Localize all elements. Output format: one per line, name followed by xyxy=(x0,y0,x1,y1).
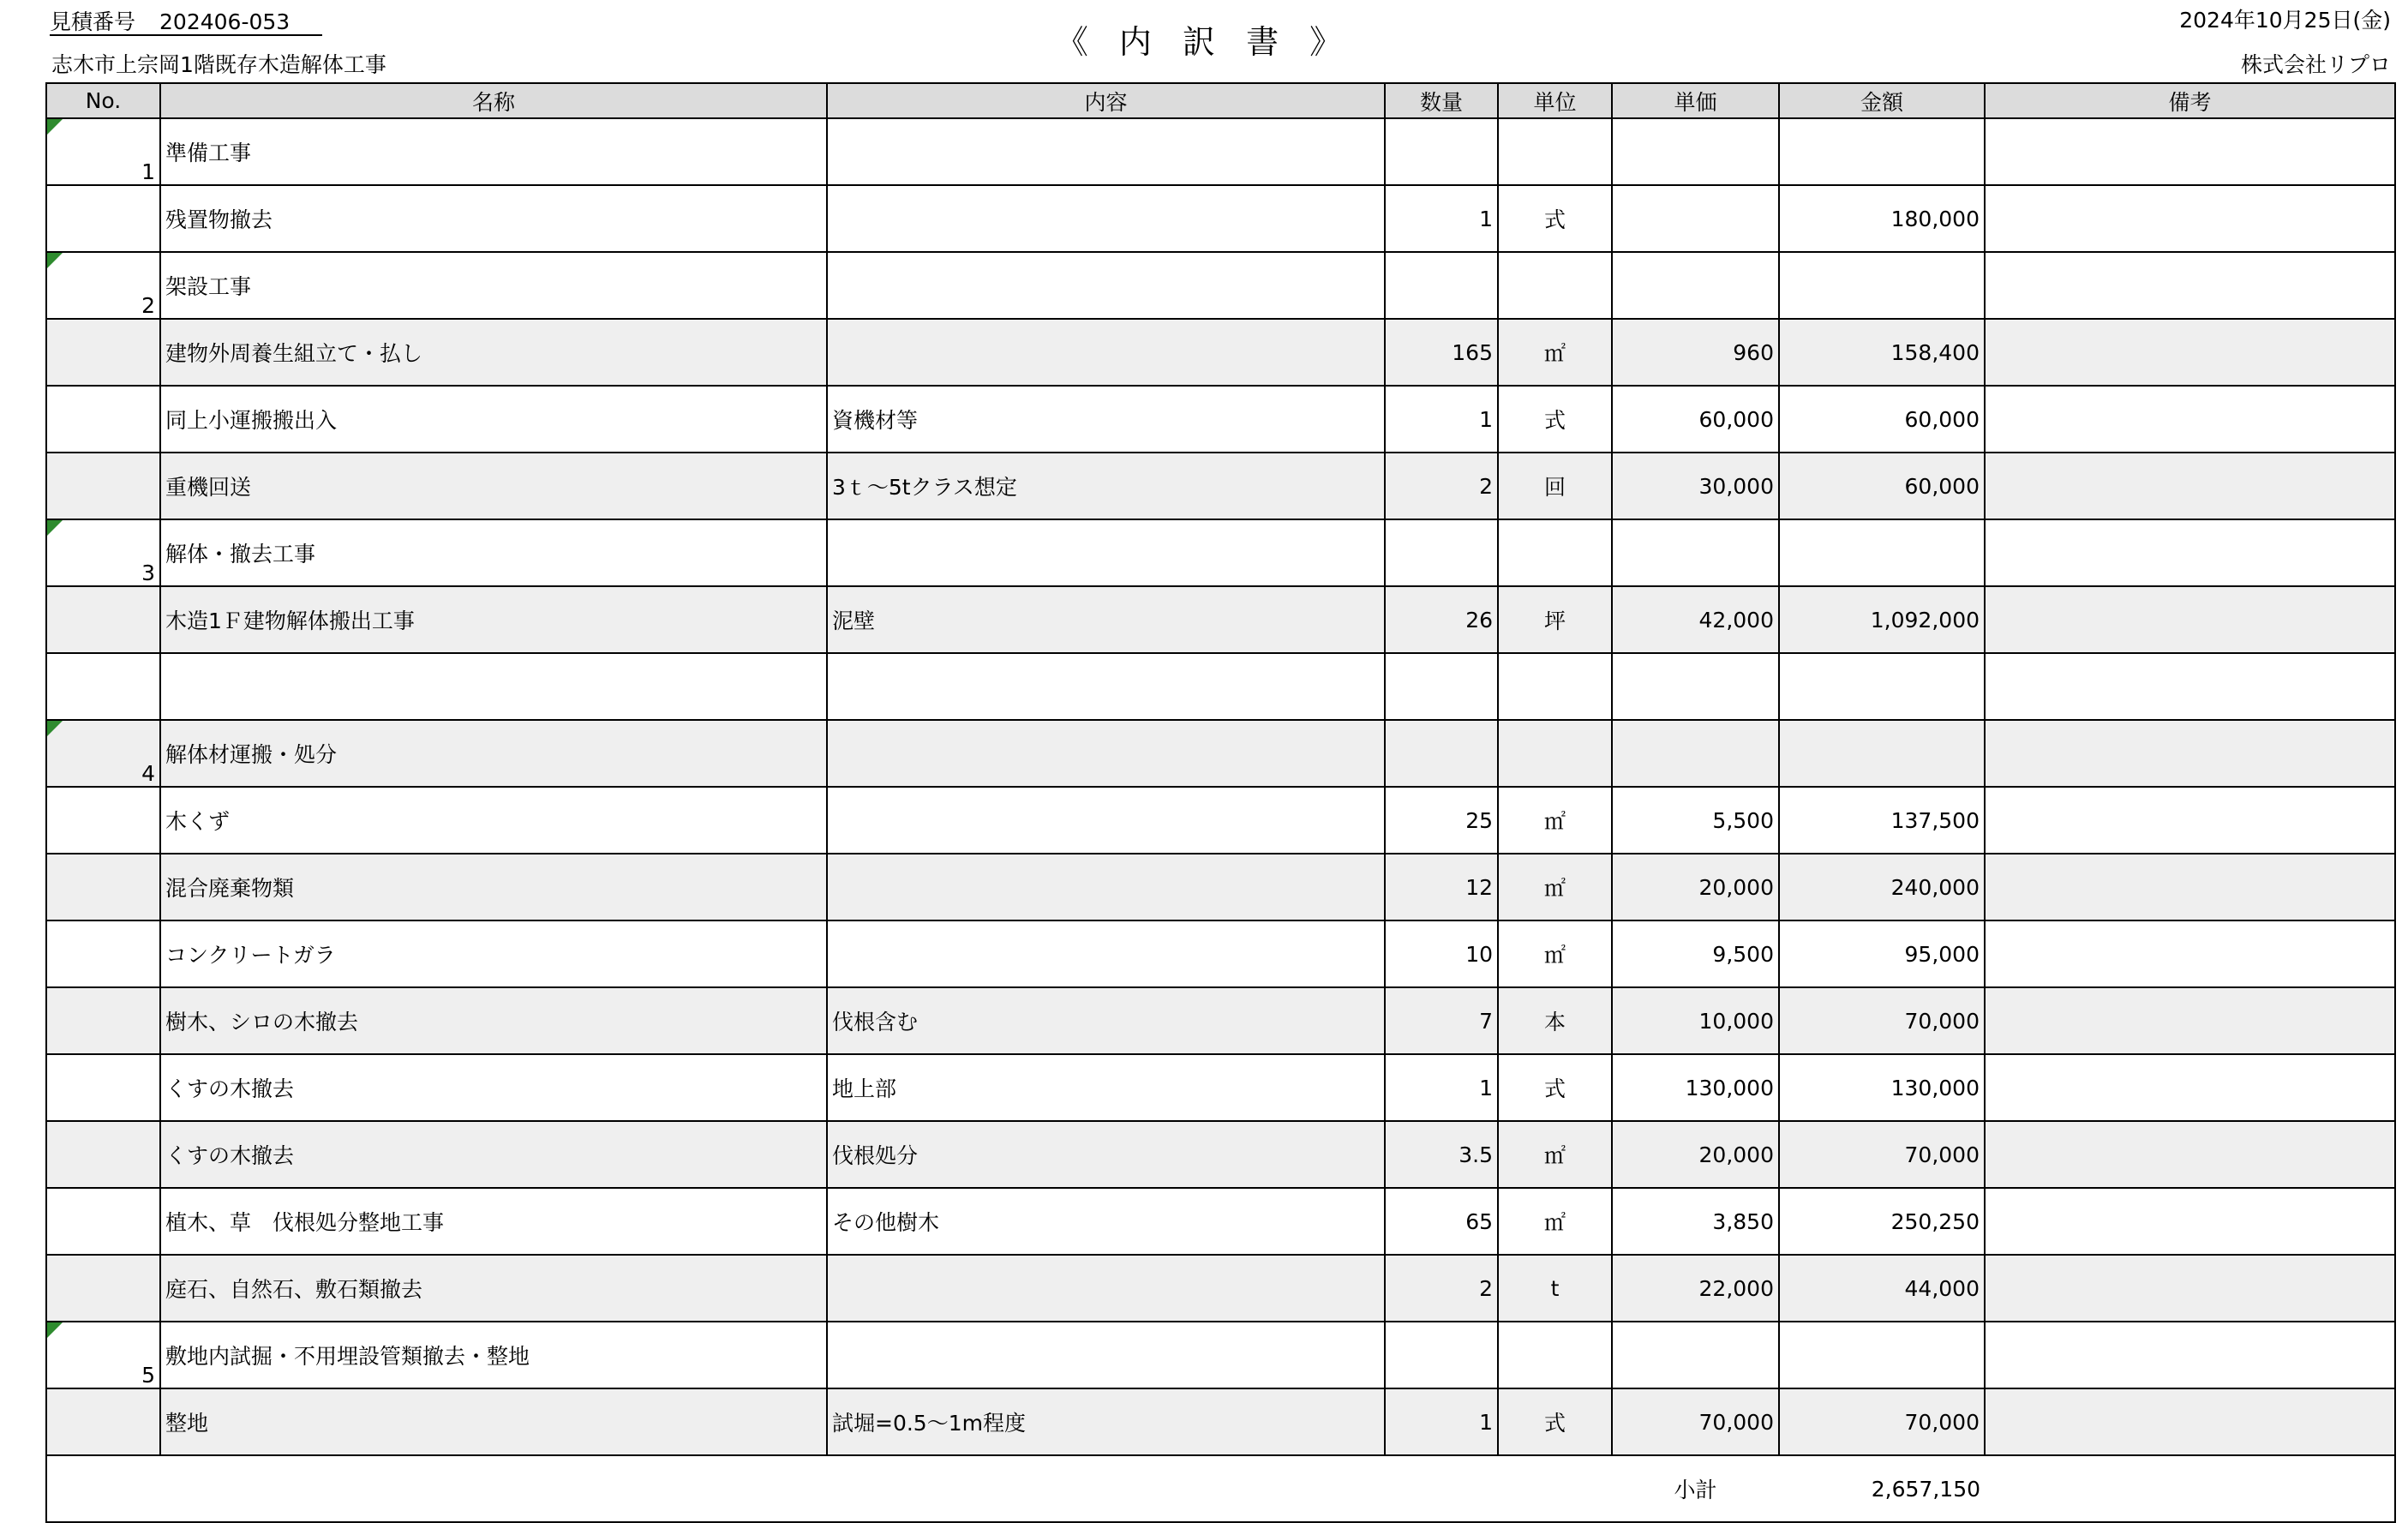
row-unit: 坪 xyxy=(1498,586,1612,653)
row-note xyxy=(1985,920,2395,987)
row-price xyxy=(1612,720,1779,787)
table-row xyxy=(46,1388,2395,1455)
document-title: 《 内 訳 書 》 xyxy=(1055,23,1353,61)
row-content xyxy=(827,252,1385,319)
row-note xyxy=(1985,1322,2395,1388)
row-amount xyxy=(1779,118,1985,185)
row-unit: ㎡ xyxy=(1498,920,1612,987)
row-name: 木造1Ｆ建物解体搬出工事 xyxy=(160,586,827,653)
row-qty: 165 xyxy=(1385,319,1498,386)
table-row xyxy=(46,653,2395,720)
row-price: 20,000 xyxy=(1612,1121,1779,1188)
section-row xyxy=(46,118,2395,185)
row-price xyxy=(1612,653,1779,720)
breakdown-table xyxy=(45,82,2396,1523)
row-content xyxy=(827,519,1385,586)
section-row xyxy=(46,1322,2395,1388)
row-no xyxy=(46,386,160,453)
row-qty xyxy=(1385,519,1498,586)
col-header-content: 内容 xyxy=(827,83,1385,118)
row-no xyxy=(46,653,160,720)
row-name: 残置物撤去 xyxy=(160,185,827,252)
row-no xyxy=(46,854,160,920)
row-content: 資機材等 xyxy=(827,386,1385,453)
row-unit: ㎡ xyxy=(1498,1188,1612,1255)
row-content xyxy=(827,854,1385,920)
col-header-no: No. xyxy=(46,83,160,118)
table-row xyxy=(46,1255,2395,1322)
subtotal-row xyxy=(46,1455,2395,1522)
row-note xyxy=(1985,1388,2395,1455)
row-qty: 65 xyxy=(1385,1188,1498,1255)
row-price: 130,000 xyxy=(1612,1054,1779,1121)
row-no xyxy=(46,1188,160,1255)
row-note xyxy=(1985,854,2395,920)
row-content xyxy=(827,1322,1385,1388)
table-row xyxy=(46,787,2395,854)
row-no xyxy=(46,453,160,519)
row-amount: 70,000 xyxy=(1779,1121,1985,1188)
row-amount: 137,500 xyxy=(1779,787,1985,854)
row-amount: 44,000 xyxy=(1779,1255,1985,1322)
row-note xyxy=(1985,586,2395,653)
row-amount: 70,000 xyxy=(1779,1388,1985,1455)
row-name: 準備工事 xyxy=(160,118,827,185)
row-no: 3 xyxy=(46,519,160,586)
row-note xyxy=(1985,453,2395,519)
table-row xyxy=(46,854,2395,920)
row-note xyxy=(1985,1188,2395,1255)
row-qty: 12 xyxy=(1385,854,1498,920)
row-unit xyxy=(1498,1322,1612,1388)
row-qty xyxy=(1385,118,1498,185)
row-amount xyxy=(1779,1322,1985,1388)
subtotal-label: 小計 xyxy=(1612,1455,1779,1522)
row-content: その他樹木 xyxy=(827,1188,1385,1255)
row-no xyxy=(46,1255,160,1322)
row-content xyxy=(827,653,1385,720)
row-unit xyxy=(1498,252,1612,319)
row-qty: 1 xyxy=(1385,185,1498,252)
col-header-qty: 数量 xyxy=(1385,83,1498,118)
table-row xyxy=(46,1121,2395,1188)
row-note xyxy=(1985,252,2395,319)
row-note xyxy=(1985,653,2395,720)
row-content: 泥壁 xyxy=(827,586,1385,653)
row-no xyxy=(46,987,160,1054)
row-name: 植木、草 伐根処分整地工事 xyxy=(160,1188,827,1255)
row-name: 建物外周養生組立て・払し xyxy=(160,319,827,386)
row-unit: ㎡ xyxy=(1498,319,1612,386)
row-unit: ㎡ xyxy=(1498,854,1612,920)
col-header-price: 単価 xyxy=(1612,83,1779,118)
row-content xyxy=(827,118,1385,185)
row-name: 木くず xyxy=(160,787,827,854)
row-qty: 26 xyxy=(1385,586,1498,653)
row-unit: ㎡ xyxy=(1498,787,1612,854)
row-price xyxy=(1612,118,1779,185)
row-amount: 60,000 xyxy=(1779,386,1985,453)
row-no xyxy=(46,1388,160,1455)
row-price: 9,500 xyxy=(1612,920,1779,987)
row-note xyxy=(1985,1054,2395,1121)
row-name: 庭石、自然石、敷石類撤去 xyxy=(160,1255,827,1322)
table-row xyxy=(46,987,2395,1054)
row-price xyxy=(1612,252,1779,319)
estimate-number-label: 見積番号 xyxy=(50,9,136,34)
row-qty: 7 xyxy=(1385,987,1498,1054)
row-content xyxy=(827,319,1385,386)
row-no xyxy=(46,1054,160,1121)
row-amount: 130,000 xyxy=(1779,1054,1985,1121)
row-name: 解体・撤去工事 xyxy=(160,519,827,586)
row-no: 1 xyxy=(46,118,160,185)
table-row xyxy=(46,1054,2395,1121)
row-unit xyxy=(1498,653,1612,720)
row-name: 整地 xyxy=(160,1388,827,1455)
row-unit: 式 xyxy=(1498,1388,1612,1455)
row-unit xyxy=(1498,118,1612,185)
table-row xyxy=(46,1188,2395,1255)
row-note xyxy=(1985,1255,2395,1322)
row-price: 20,000 xyxy=(1612,854,1779,920)
row-no xyxy=(46,1121,160,1188)
row-price xyxy=(1612,185,1779,252)
row-unit: ㎡ xyxy=(1498,1121,1612,1188)
row-content xyxy=(827,185,1385,252)
row-content: 3ｔ～5tクラス想定 xyxy=(827,453,1385,519)
row-price: 30,000 xyxy=(1612,453,1779,519)
row-unit xyxy=(1498,519,1612,586)
row-name: くすの木撤去 xyxy=(160,1121,827,1188)
row-name: 解体材運搬・処分 xyxy=(160,720,827,787)
row-name: 樹木、シロの木撤去 xyxy=(160,987,827,1054)
row-content xyxy=(827,1255,1385,1322)
project-name: 志木市上宗岡1階既存木造解体工事 xyxy=(51,52,386,77)
row-amount: 250,250 xyxy=(1779,1188,1985,1255)
row-no xyxy=(46,787,160,854)
row-amount: 158,400 xyxy=(1779,319,1985,386)
row-price: 42,000 xyxy=(1612,586,1779,653)
row-name xyxy=(160,653,827,720)
row-amount: 60,000 xyxy=(1779,453,1985,519)
row-name: くすの木撤去 xyxy=(160,1054,827,1121)
table-row xyxy=(46,386,2395,453)
row-content xyxy=(827,787,1385,854)
table-row xyxy=(46,453,2395,519)
row-no xyxy=(46,586,160,653)
row-name: 架設工事 xyxy=(160,252,827,319)
row-qty: 1 xyxy=(1385,1054,1498,1121)
row-content xyxy=(827,920,1385,987)
row-qty: 10 xyxy=(1385,920,1498,987)
row-amount xyxy=(1779,252,1985,319)
row-name: 重機回送 xyxy=(160,453,827,519)
row-unit: 回 xyxy=(1498,453,1612,519)
row-price: 3,850 xyxy=(1612,1188,1779,1255)
table-row xyxy=(46,185,2395,252)
table-row xyxy=(46,920,2395,987)
row-note xyxy=(1985,386,2395,453)
row-note xyxy=(1985,787,2395,854)
row-content: 試堀=0.5～1m程度 xyxy=(827,1388,1385,1455)
row-qty xyxy=(1385,653,1498,720)
row-amount xyxy=(1779,653,1985,720)
row-price: 5,500 xyxy=(1612,787,1779,854)
row-qty xyxy=(1385,1322,1498,1388)
row-unit: 式 xyxy=(1498,386,1612,453)
row-qty xyxy=(1385,720,1498,787)
row-content: 伐根処分 xyxy=(827,1121,1385,1188)
row-note xyxy=(1985,319,2395,386)
row-amount xyxy=(1779,519,1985,586)
row-note xyxy=(1985,987,2395,1054)
row-name: コンクリートガラ xyxy=(160,920,827,987)
row-price: 10,000 xyxy=(1612,987,1779,1054)
row-note xyxy=(1985,1121,2395,1188)
row-no xyxy=(46,920,160,987)
row-no: 2 xyxy=(46,252,160,319)
row-qty xyxy=(1385,252,1498,319)
row-name: 同上小運搬搬出入 xyxy=(160,386,827,453)
row-price: 60,000 xyxy=(1612,386,1779,453)
row-unit xyxy=(1498,720,1612,787)
row-amount: 95,000 xyxy=(1779,920,1985,987)
row-price: 22,000 xyxy=(1612,1255,1779,1322)
table-row xyxy=(46,586,2395,653)
row-qty: 25 xyxy=(1385,787,1498,854)
section-row xyxy=(46,720,2395,787)
row-qty: 2 xyxy=(1385,1255,1498,1322)
row-price: 70,000 xyxy=(1612,1388,1779,1455)
document-date: 2024年10月25日(金) xyxy=(2179,8,2391,33)
row-note xyxy=(1985,185,2395,252)
row-amount xyxy=(1779,720,1985,787)
col-header-name: 名称 xyxy=(160,83,827,118)
col-header-unit: 単位 xyxy=(1498,83,1612,118)
row-note xyxy=(1985,118,2395,185)
row-amount: 180,000 xyxy=(1779,185,1985,252)
row-price xyxy=(1612,519,1779,586)
estimate-number-value: 202406-053 xyxy=(159,9,291,34)
row-content xyxy=(827,720,1385,787)
row-amount: 1,092,000 xyxy=(1779,586,1985,653)
section-row xyxy=(46,519,2395,586)
row-note xyxy=(1985,519,2395,586)
row-price: 960 xyxy=(1612,319,1779,386)
row-name: 敷地内試掘・不用埋設管類撤去・整地 xyxy=(160,1322,827,1388)
row-unit: 本 xyxy=(1498,987,1612,1054)
row-unit: 式 xyxy=(1498,185,1612,252)
row-name: 混合廃棄物類 xyxy=(160,854,827,920)
row-content: 伐根含む xyxy=(827,987,1385,1054)
row-content: 地上部 xyxy=(827,1054,1385,1121)
row-unit: 式 xyxy=(1498,1054,1612,1121)
row-amount: 240,000 xyxy=(1779,854,1985,920)
col-header-amount: 金額 xyxy=(1779,83,1985,118)
row-note xyxy=(1985,720,2395,787)
row-amount: 70,000 xyxy=(1779,987,1985,1054)
row-no: 4 xyxy=(46,720,160,787)
row-price xyxy=(1612,1322,1779,1388)
row-qty: 1 xyxy=(1385,1388,1498,1455)
col-header-note: 備考 xyxy=(1985,83,2395,118)
row-qty: 3.5 xyxy=(1385,1121,1498,1188)
row-unit: t xyxy=(1498,1255,1612,1322)
row-no xyxy=(46,185,160,252)
header-row xyxy=(46,83,2395,118)
table-row xyxy=(46,319,2395,386)
subtotal-amount: 2,657,150 xyxy=(1779,1455,1985,1522)
row-no: 5 xyxy=(46,1322,160,1388)
company-name: 株式会社リプロ xyxy=(2240,52,2391,77)
row-no xyxy=(46,319,160,386)
row-qty: 2 xyxy=(1385,453,1498,519)
row-qty: 1 xyxy=(1385,386,1498,453)
section-row xyxy=(46,252,2395,319)
